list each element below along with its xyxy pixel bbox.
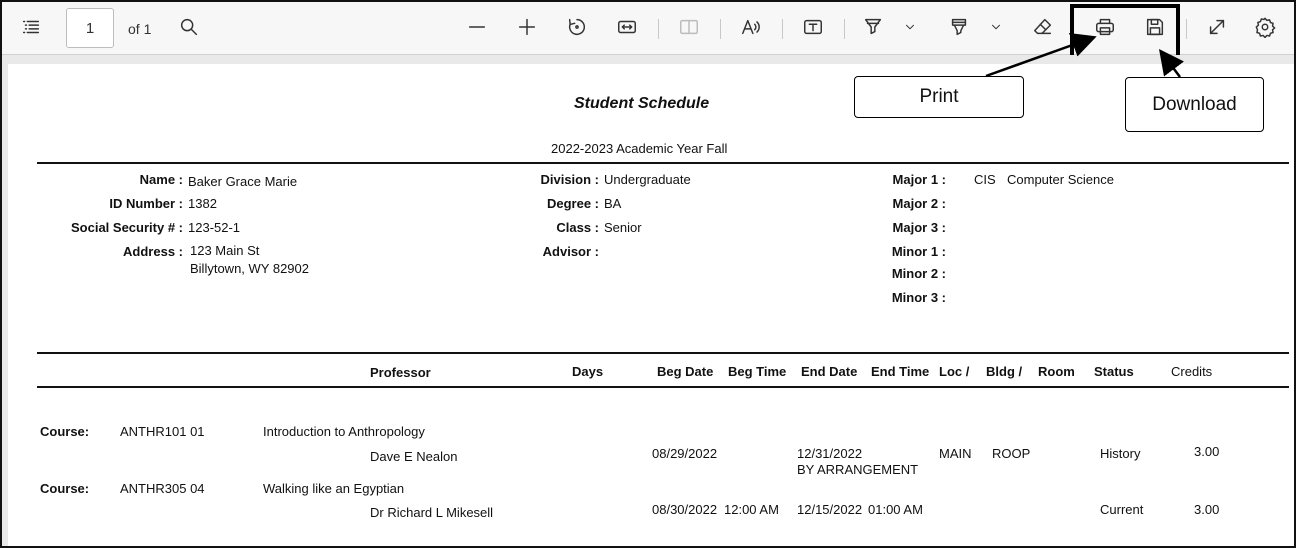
column-header-beg-date: Beg Date (657, 364, 714, 379)
column-header-loc: Loc / (939, 364, 970, 379)
class-label: Class : (556, 220, 599, 235)
course-loc: MAIN (939, 446, 972, 461)
fullscreen-icon[interactable] (1200, 10, 1234, 44)
course-beg-time: 12:00 AM (724, 502, 779, 517)
student-ssn: 123-52-1 (188, 220, 241, 235)
course-title: Walking like an Egyptian (263, 481, 405, 496)
contents-icon[interactable] (14, 10, 48, 44)
settings-gear-icon[interactable] (1248, 10, 1282, 44)
page-count: of 1 (128, 21, 152, 37)
major2-label: Major 2 : (892, 196, 946, 211)
course-end-date: 12/31/2022 (797, 446, 863, 461)
text-box-icon[interactable] (796, 10, 830, 44)
column-header-room: Room (1038, 364, 1075, 379)
page-view-icon (672, 10, 706, 44)
course-status: History (1100, 446, 1141, 461)
column-header-end-date: End Date (801, 364, 858, 379)
draw-icon[interactable] (942, 10, 976, 44)
column-header-bldg: Bldg / (986, 364, 1023, 379)
degree-value: BA (604, 196, 622, 211)
download-callout: Download (1125, 77, 1264, 132)
student-name: Baker Grace Marie (188, 174, 298, 189)
address-line2: Billytown, WY 82902 (190, 261, 309, 276)
course-bldg: ROOP (992, 446, 1031, 461)
address-line1: 123 Main St (190, 243, 260, 258)
course-professor: Dr Richard L Mikesell (370, 505, 494, 520)
print-download-highlight-box (1070, 4, 1180, 59)
table-header-divider (37, 386, 1289, 388)
name-label: Name : (139, 172, 183, 187)
column-header-beg-time: Beg Time (728, 364, 787, 379)
eraser-icon[interactable] (1026, 10, 1060, 44)
course-professor: Dave E Nealon (370, 449, 458, 464)
print-callout: Print (854, 76, 1024, 118)
column-header-status: Status (1094, 364, 1134, 379)
course-code: ANTHR101 01 (120, 424, 205, 439)
zoom-out-icon[interactable] (460, 10, 494, 44)
column-header-end-time: End Time (871, 364, 930, 379)
minor1-label: Minor 1 : (891, 244, 946, 259)
pdf-page (8, 64, 1294, 546)
course-code: ANTHR305 04 (120, 481, 205, 496)
search-icon[interactable] (172, 10, 206, 44)
column-header-days: Days (572, 364, 604, 379)
read-aloud-icon[interactable] (734, 10, 768, 44)
page-number-input[interactable]: 1 (66, 8, 114, 48)
rotate-icon[interactable] (560, 10, 594, 44)
major1-code: CIS (974, 172, 996, 187)
course-title: Introduction to Anthropology (263, 424, 425, 439)
column-header-credits: Credits (1171, 364, 1213, 379)
ssn-label: Social Security # : (71, 220, 183, 235)
course-label: Course: (40, 424, 90, 439)
course-end-time: 01:00 AM (868, 502, 923, 517)
highlight-icon[interactable] (856, 10, 890, 44)
advisor-label: Advisor : (542, 244, 599, 259)
course-end-date: 12/15/2022 (797, 502, 863, 517)
major1-name: Computer Science (1007, 172, 1114, 187)
course-credits: 3.00 (1194, 444, 1220, 459)
course-beg-date: 08/30/2022 (652, 502, 718, 517)
course-label: Course: (40, 481, 90, 496)
address-label: Address : (123, 244, 183, 259)
class-value: Senior (604, 220, 642, 235)
table-top-divider (37, 352, 1289, 354)
minor2-label: Minor 2 : (891, 266, 946, 281)
academic-term: 2022-2023 Academic Year Fall (551, 141, 728, 156)
minor3-label: Minor 3 : (891, 290, 946, 305)
draw-options-chevron-down-icon[interactable] (986, 10, 1006, 44)
column-header-professor: Professor (370, 365, 431, 380)
degree-label: Degree : (546, 196, 599, 211)
division-label: Division : (540, 172, 599, 187)
course-note: BY ARRANGEMENT (797, 462, 919, 477)
header-divider (37, 162, 1289, 164)
highlight-options-chevron-down-icon[interactable] (900, 10, 920, 44)
course-beg-date: 08/29/2022 (652, 446, 718, 461)
major1-label: Major 1 : (892, 172, 946, 187)
fit-width-icon[interactable] (610, 10, 644, 44)
course-status: Current (1100, 502, 1144, 517)
course-credits: 3.00 (1194, 502, 1220, 517)
division-value: Undergraduate (604, 172, 691, 187)
zoom-in-icon[interactable] (510, 10, 544, 44)
major3-label: Major 3 : (892, 220, 946, 235)
id-label: ID Number : (109, 196, 183, 211)
document-title: Student Schedule (574, 95, 710, 112)
student-id: 1382 (188, 196, 217, 211)
